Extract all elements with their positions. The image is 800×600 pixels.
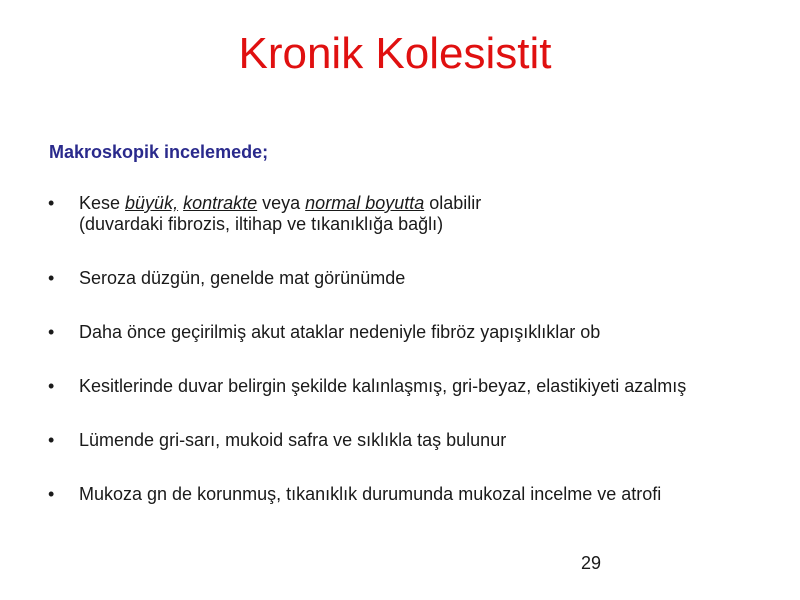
bullet-text: Lümende gri-sarı, mukoid safra ve sıklıkla taş bulunur <box>79 430 507 450</box>
bullet-item <box>48 484 768 505</box>
bullet-text: Kese büyük, kontrakte veya normal boyutta olabilir (duvardaki fibrozis, iltihap ve tıkanıklığa bağlı) <box>79 193 482 234</box>
bullet-mark: • <box>48 430 55 450</box>
size-option-normal: normal boyutta <box>305 193 425 213</box>
bullet-mark: • <box>48 268 55 288</box>
bullet-item <box>48 430 768 451</box>
bullet-list <box>48 193 768 505</box>
size-option-contracted: kontrakte <box>183 193 258 213</box>
bullet-item <box>48 193 768 235</box>
bullet-mark: • <box>48 322 55 342</box>
bullet-item <box>48 376 768 397</box>
bullet-mark: • <box>48 484 55 504</box>
bullet-mark: • <box>48 376 55 396</box>
bullet-text-line2: (duvardaki fibrozis, iltihap ve tıkanıklığa bağlı) <box>79 214 444 234</box>
section-subheading: Makroskopik incelemede; <box>49 142 269 162</box>
bullet-mark: • <box>48 193 55 213</box>
bullet-text: Mukoza gn de korunmuş, tıkanıklık durumunda mukozal incelme ve atrofi <box>79 484 662 504</box>
slide-title: Kronik Kolesistit <box>238 29 552 78</box>
size-option-big: büyük, <box>125 193 179 213</box>
bullet-text: Daha önce geçirilmiş akut ataklar nedeniyle fibröz yapışıklıklar ob <box>79 322 601 342</box>
bullet-item <box>48 268 768 289</box>
bullet-item <box>48 322 768 343</box>
bullet-text: Kesitlerinde duvar belirgin şekilde kalınlaşmış, gri-beyaz, elastikiyeti azalmış <box>79 376 687 396</box>
bullet-text: Seroza düzgün, genelde mat görünümde <box>79 268 406 288</box>
page-number: 29 <box>581 553 602 573</box>
